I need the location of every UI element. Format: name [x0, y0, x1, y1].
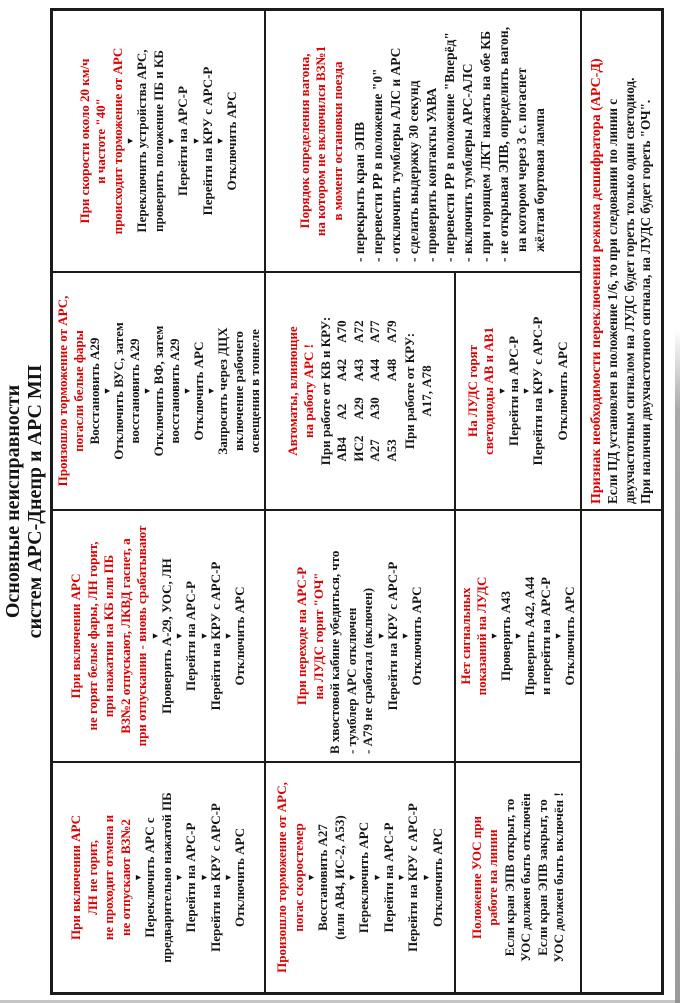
fault-header-line: При скорости около 20 км/ч — [76, 58, 92, 224]
fault-header — [469, 816, 502, 939]
step-line: Отключить АРС — [562, 586, 577, 686]
fault-header — [68, 526, 151, 747]
cell-speedometer-out — [266, 761, 456, 992]
cell-empty — [582, 509, 661, 992]
flow-arrow-icon — [126, 137, 134, 146]
check-line: - тумблер АРС отключен — [343, 607, 359, 754]
fault-header-line: при нажатии на КБ или ПБ — [101, 554, 117, 718]
fault-header-line: на ЛУДС горит "ОЧ" — [310, 572, 326, 700]
procedure-item: - перекрыть кран ЭПВ — [352, 122, 368, 262]
step-line: восстановить А29 — [166, 338, 182, 444]
fault-header-line: Порядок определения вагона, — [296, 53, 312, 229]
fault-header-line: ЛН не горит, — [84, 839, 100, 916]
step-line: Перейти на АРС-Р — [380, 822, 396, 933]
cell-vz1-detection — [266, 11, 582, 271]
flow-arrow-icon — [377, 632, 385, 641]
flow-arrow-icon — [175, 632, 183, 641]
cell-speed-20-freq-40 — [53, 11, 266, 271]
procedure-item: - перевести РР в положение "0" — [370, 68, 386, 262]
step-line: Переключить устройства АРС, — [134, 49, 149, 233]
step-line: Перейти на АРС-Р — [183, 581, 199, 691]
fault-header-line: при отпускании - вновь срабатывают — [134, 525, 150, 747]
flow-arrow-icon — [216, 137, 224, 146]
step-line: Запросить через ДЦХ — [214, 327, 230, 455]
flow-arrow-icon — [397, 873, 405, 882]
step-line: Отключить АРС — [429, 828, 445, 927]
step-line: Проверить А42, А44 — [522, 576, 537, 696]
automat-id: АВ4 — [334, 437, 350, 462]
cell-no-luds-indication — [456, 509, 582, 761]
fault-header-line: погас скоростемер — [290, 823, 306, 932]
flow-arrow-icon — [200, 873, 208, 882]
step-line: Перейти на АРС-Р — [183, 822, 199, 933]
fault-header — [77, 48, 127, 235]
fault-header-line: светодиоды АВ и АВ1 — [481, 327, 497, 455]
procedure-item: - не открывая ЭПВ, определить вагон, — [496, 26, 512, 262]
fault-header-line: не отпускают ВЗ№2 — [117, 819, 133, 936]
flow-arrow-icon — [348, 873, 356, 882]
fault-header — [294, 567, 327, 705]
step-line: Отключить АРС — [554, 341, 570, 441]
automat-id: А79 — [383, 320, 399, 343]
automat-id: А44 — [367, 358, 383, 382]
page-title-line2: систем АРС-Днепр и АРС МП — [24, 364, 46, 639]
step-line: предварительно нажатой ПБ — [158, 792, 174, 963]
fault-header-line: погасли белые фары — [70, 330, 86, 452]
fault-header-line: Автоматы, влияющие — [284, 326, 300, 456]
step-line: Перейти на КРУ с АРС-Р — [207, 561, 223, 711]
cell-arc-on-ln-off — [53, 761, 266, 992]
cell-uos-position — [456, 761, 582, 992]
fault-header-line: в момент остановки поезда — [329, 61, 345, 221]
automats-kv-kru-label: При работе от КВ и КРУ: — [317, 316, 333, 466]
fault-header-line: происходит торможение от АРС — [109, 47, 125, 235]
fault-header — [55, 296, 87, 487]
fault-header-line: и частоте "40" — [93, 98, 108, 184]
fault-header — [297, 46, 347, 236]
cell-automats — [266, 271, 456, 509]
fault-header — [465, 327, 498, 455]
rule-line: УОС должен быть отключён — [518, 793, 533, 962]
flow-arrow-icon — [167, 137, 175, 146]
page-title-line1: Основные неисправности — [2, 384, 24, 619]
step-line: включение рабочего — [230, 331, 246, 451]
step-line: Отключить АРС — [224, 91, 239, 191]
flow-arrow-icon — [183, 387, 191, 396]
fault-header — [68, 815, 134, 940]
check-line: - А79 не сработал (включен) — [360, 587, 376, 754]
check-list — [327, 551, 377, 758]
step-line: Отключить АРС — [232, 828, 248, 927]
step-line: восстановить А29 — [126, 338, 142, 444]
flow-arrow-icon — [547, 387, 555, 396]
fault-header-line: на котором не включился ВЗ№1 — [313, 45, 329, 237]
flow-arrow-icon — [554, 632, 562, 641]
fault-header-line: Произошло торможение от АРС, — [54, 295, 70, 487]
procedure-item: - перевести РР в положение "Вперёд" — [442, 32, 458, 262]
step-line: Отключить АРС — [232, 586, 248, 686]
automats-kru-values: А17, А78 — [418, 365, 434, 417]
step-line: Восстановить А29 — [86, 337, 102, 445]
fault-header — [458, 577, 490, 696]
rule-line: двухчастотным сигналом на ЛУДС будет гореть только один светодиод. — [621, 77, 637, 504]
fault-header — [285, 326, 318, 455]
flow-arrow-icon — [134, 873, 142, 882]
automat-id: А53 — [383, 439, 399, 462]
step-line: и перейти на АРС-Р — [538, 577, 553, 696]
automat-id: ИС2 — [350, 435, 366, 462]
fault-header-line: При включении АРС — [68, 814, 84, 941]
fault-header-line: не проходит отмена и — [101, 814, 117, 941]
flow-arrow-icon — [151, 632, 159, 641]
procedure-item: - включить тумблеры АРС-АЛС — [460, 63, 476, 262]
fault-header-line: При переходе на АРС-Р — [294, 566, 310, 706]
fault-header-line: При включении АРС — [68, 573, 84, 699]
step-line: Переключить АРС — [356, 821, 371, 934]
flow-arrow-icon — [373, 873, 381, 882]
flow-arrow-icon — [422, 873, 430, 882]
automat-id — [384, 397, 401, 419]
automat-id: А72 — [350, 320, 366, 343]
automat-id: А30 — [367, 397, 383, 420]
step-line: проверить положение ПБ и КБ — [150, 50, 166, 232]
fault-header-line: работе на линии — [485, 829, 500, 926]
flow-arrow-icon — [224, 632, 232, 641]
step-line: Проверить А43 — [498, 591, 513, 681]
step-line: Перейти на АРС-Р — [175, 86, 190, 196]
flow-arrow-icon — [514, 632, 522, 641]
cell-braking-lights-out — [53, 271, 266, 509]
step-line: Перейти на КРУ с АРС-Р — [199, 66, 215, 216]
automat-id: А29 — [350, 397, 366, 420]
procedure-list — [351, 27, 549, 268]
procedure-item: - проверить контакты УАВА — [424, 87, 440, 262]
flow-arrow-icon — [143, 387, 151, 396]
flow-arrow-icon — [103, 387, 111, 396]
fault-header — [274, 782, 307, 973]
page-title — [2, 8, 46, 995]
cell-luds-av-av1 — [456, 271, 582, 509]
automat-id: А43 — [350, 358, 366, 382]
rule-line: УОС должен быть включён ! — [551, 792, 566, 963]
rule-line: Если кран ЭПВ закрыт, то — [534, 799, 550, 956]
procedure-item: - сделать выдержку 30 секунд — [406, 80, 422, 262]
automats-grid — [334, 320, 400, 461]
fault-header: Признак необходимости переключения режима дешифратора (АРС-Д) — [588, 58, 604, 504]
step-line: Отключить ВУС, затем — [110, 322, 126, 460]
automat-id: А27 — [367, 439, 383, 462]
fault-header-line: показаний на ЛУДС — [474, 576, 489, 696]
flow-arrow-icon — [175, 873, 183, 882]
step-line: Перейти на КРУ с АРС-Р — [530, 316, 546, 466]
fault-header-line: На ЛУДС горят — [464, 344, 480, 438]
scan-edge-shadow — [675, 330, 680, 1003]
procedure-item: жёлтая бортовая лампа — [532, 108, 548, 252]
step-line: Проверить А-29, УОС, ЛН — [158, 558, 174, 714]
step-line: Перейти на КРУ с АРС-Р — [207, 803, 223, 952]
rule-line: При наличии двухчастотного сигнала, на ЛУДС будет гореть "ОЧ". — [638, 99, 653, 504]
flow-arrow-icon — [192, 137, 200, 146]
step-line: Отключить ВФ, затем — [150, 325, 166, 457]
flow-arrow-icon — [200, 632, 208, 641]
step-line: Отключить АРС — [190, 341, 206, 441]
cell-decoder-mode — [582, 11, 661, 509]
fault-header-line: Положение УОС при — [468, 816, 484, 939]
troubleshooting-table — [50, 8, 664, 995]
step-line: освещения в тоннеле — [246, 329, 262, 453]
step-line: Перейти на АРС-Р — [505, 336, 521, 446]
fault-header-line: на работу АРС ! — [301, 343, 317, 439]
step-line: (или АВ4, ИС-2, А53) — [331, 815, 347, 940]
flow-arrow-icon — [307, 873, 315, 882]
flow-arrow-icon — [490, 632, 498, 641]
fault-header-line: Нет сигнальных — [458, 587, 473, 685]
rule-line: Если ПД установлен в положение 1/6, то при следовании по линии с — [605, 98, 620, 504]
automat-id: А77 — [367, 320, 383, 343]
flow-arrow-icon — [224, 873, 232, 882]
cell-white-lights-off — [53, 509, 266, 761]
step-line: Переключить АРС с — [142, 817, 158, 938]
rule-line: Если кран ЭПВ открыт, то — [501, 798, 517, 957]
fault-header-line: не горят белые фары, ЛН горит, — [84, 541, 100, 731]
automat-id: А42 — [334, 358, 350, 382]
flow-arrow-icon — [498, 387, 506, 396]
flow-arrow-icon — [522, 387, 530, 396]
automats-kru-label: При работе от КРУ: — [402, 332, 418, 450]
fault-header-line: ВЗ№2 отпускают, ЛКВД гаснет, а — [117, 538, 133, 734]
automat-id: А2 — [334, 403, 350, 420]
step-line: Отключить АРС — [409, 586, 425, 686]
check-line: В хвостовой кабине убедиться, что — [327, 550, 343, 754]
flow-arrow-icon — [207, 387, 215, 396]
procedure-item: на котором через 3 с. погаснет — [514, 67, 530, 252]
cell-arc-r-och — [266, 509, 456, 761]
procedure-item: - отключить тумблеры АЛС и АРС — [388, 47, 404, 262]
automat-id: А48 — [383, 358, 399, 382]
step-line: Перейти на КРУ с АРС-Р — [405, 803, 420, 952]
flow-arrow-icon — [401, 632, 409, 641]
automat-id: А70 — [334, 320, 350, 343]
procedure-item: - при горящем ЛКТ нажать на обе КБ — [478, 30, 494, 262]
fault-header-line: Произошло торможение от АРС, — [274, 782, 289, 973]
step-line: Восстановить А27 — [315, 824, 330, 931]
step-line: Перейти на КРУ с АРС-Р — [384, 561, 400, 711]
